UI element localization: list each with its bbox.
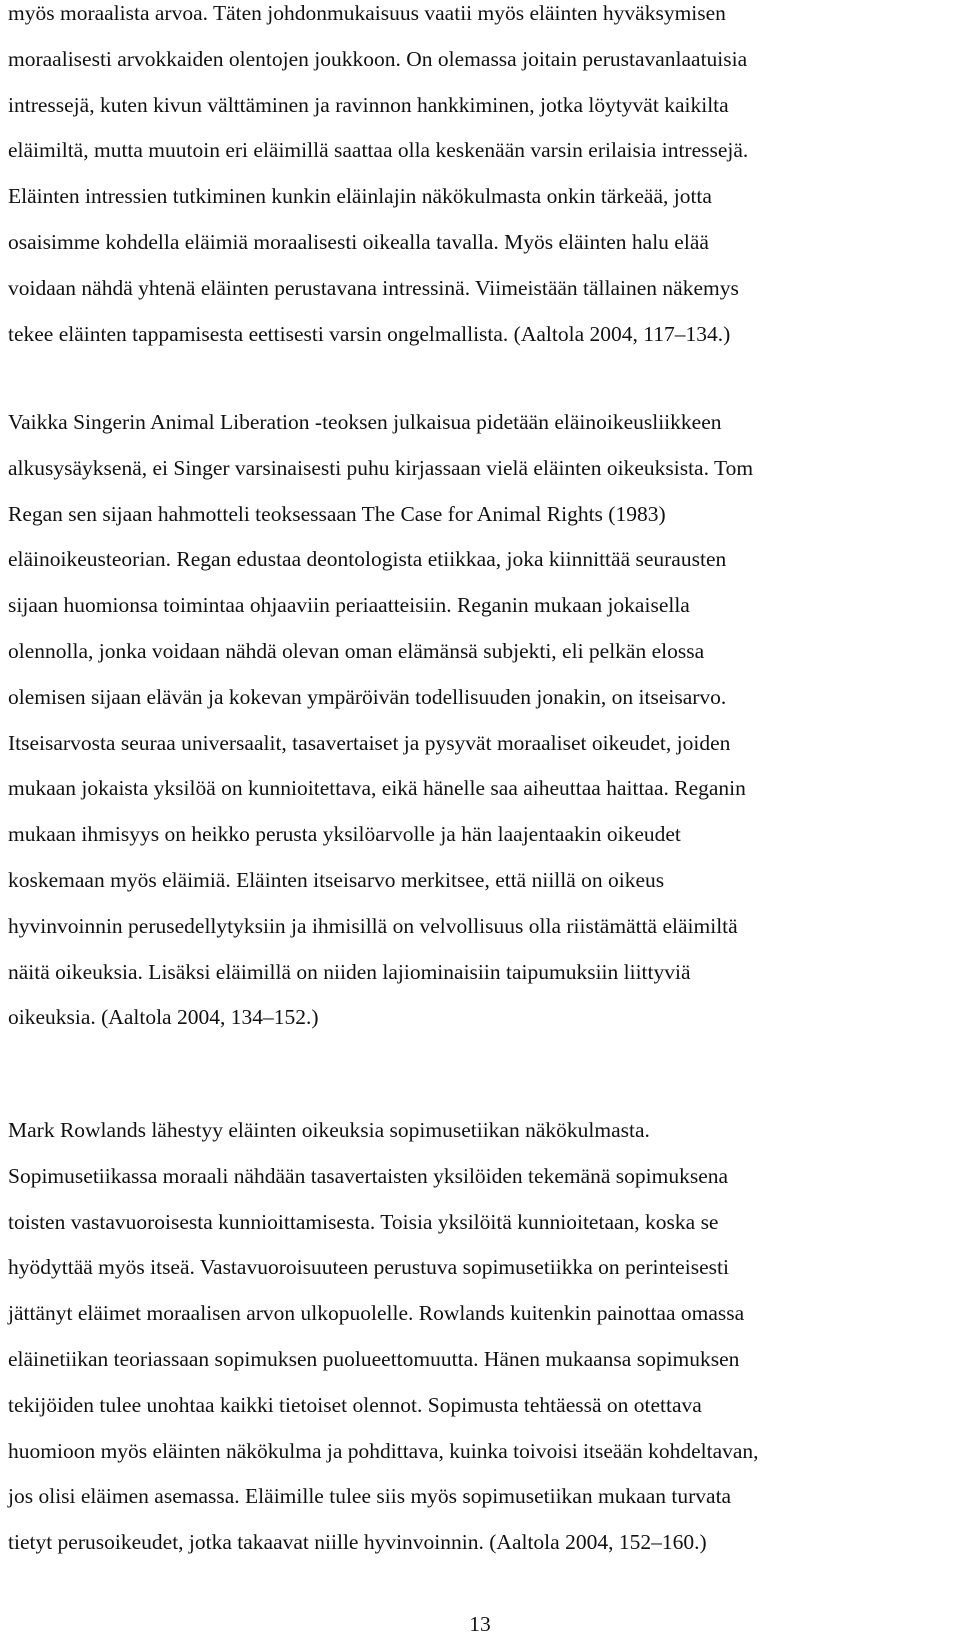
text-line: alkusysäyksenä, ei Singer varsinaisesti puhu kirjassaan vielä eläinten oikeuksista. Tom	[8, 455, 754, 480]
text-line: Itseisarvosta seuraa universaalit, tasavertaiset ja pysyvät moraaliset oikeudet, joiden	[8, 730, 731, 755]
text-line: jos olisi eläimen asemassa. Eläimille tulee siis myös sopimusetiikan mukaan turvata	[8, 1484, 732, 1509]
paragraph-animal-interests	[8, 0, 956, 357]
text-line: oikeuksia. (Aaltola 2004, 134–152.)	[8, 1005, 319, 1030]
text-line: mukaan jokaista yksilöä on kunnioitettava, eikä hänelle saa aiheuttaa haittaa. Reganin	[8, 776, 746, 801]
text-line: Regan sen sijaan hahmotteli teoksessaan The Case for Animal Rights (1983)	[8, 501, 666, 526]
text-line: näitä oikeuksia. Lisäksi eläimillä on niiden lajiominaisiin taipumuksiin liittyviä	[8, 959, 691, 984]
text-line: tekijöiden tulee unohtaa kaikki tietoiset olennot. Sopimusta tehtäessä on otettava	[8, 1392, 702, 1417]
text-line: myös moraalista arvoa. Täten johdonmukaisuus vaatii myös eläinten hyväksymisen	[8, 1, 726, 25]
text-line: eläinoikeusteorian. Regan edustaa deontologista etiikkaa, joka kiinnittää seurausten	[8, 547, 727, 572]
text-line: sijaan huomionsa toimintaa ohjaaviin periaatteisiin. Reganin mukaan jokaisella	[8, 593, 690, 618]
text-line: eläimiltä, mutta muutoin eri eläimillä saattaa olla keskenään varsin erilaisia intressejä.	[8, 138, 749, 163]
text-line: olennolla, jonka voidaan nähdä olevan oman elämänsä subjekti, eli pelkän elossa	[8, 638, 705, 663]
text-line: Eläinten intressien tutkiminen kunkin eläinlajin näkökulmasta onkin tärkeää, jotta	[8, 184, 712, 209]
text-line: moraalisesti arvokkaiden olentojen joukkoon. On olemassa joitain perustavanlaatuisia	[8, 46, 748, 71]
text-line: olemisen sijaan elävän ja kokevan ympäröivän todellisuuden jonakin, on itseisarvo.	[8, 684, 727, 709]
text-line: koskemaan myös eläimiä. Eläinten itseisarvo merkitsee, että niillä on oikeus	[8, 867, 665, 892]
text-line: hyödyttää myös itseä. Vastavuoroisuuteen perustuva sopimusetiikka on perinteisesti	[8, 1255, 729, 1280]
text-line: hyvinvoinnin perusedellytyksiin ja ihmisillä on velvollisuus olla riistämättä eläimiltä	[8, 913, 738, 938]
text-line: jättänyt eläimet moraalisen arvon ulkopuolelle. Rowlands kuitenkin painottaa omassa	[8, 1301, 745, 1326]
text-line: huomioon myös eläinten näkökulma ja pohdittava, kuinka toivoisi itseään kohdeltavan,	[8, 1438, 759, 1463]
text-line: Vaikka Singerin Animal Liberation -teoksen julkaisua pidetään eläinoikeusliikkeen	[8, 410, 722, 434]
text-line: intressejä, kuten kivun välttäminen ja ravinnon hankkiminen, jotka löytyvät kaikilta	[8, 92, 729, 117]
text-line: Sopimusetiikassa moraali nähdään tasavertaisten yksilöiden tekemänä sopimuksena	[8, 1163, 729, 1188]
page-number: 13	[469, 1612, 491, 1636]
text-line: Mark Rowlands lähestyy eläinten oikeuksia sopimusetiikan näkökulmasta.	[8, 1118, 650, 1142]
text-line: mukaan ihmisyys on heikko perusta yksilöarvolle ja hän laajentaakin oikeudet	[8, 822, 681, 847]
paragraph-regan-rights	[8, 400, 956, 1041]
text-line: tekee eläinten tappamisesta eettisesti varsin ongelmallista. (Aaltola 2004, 117–134.)	[8, 321, 731, 346]
text-line: toisten vastavuoroisesta kunnioittamisesta. Toisia yksilöitä kunnioitetaan, koska se	[8, 1209, 719, 1234]
text-line: osaisimme kohdella eläimiä moraalisesti oikealla tavalla. Myös eläinten halu elää	[8, 229, 709, 254]
text-line: tietyt perusoikeudet, jotka takaavat niille hyvinvoinnin. (Aaltola 2004, 152–160.)	[8, 1530, 707, 1555]
text-line: voidaan nähdä yhtenä eläinten perustavana intressinä. Viimeistään tällainen näkemys	[8, 275, 739, 300]
paragraph-rowlands-contract	[8, 1108, 956, 1566]
text-line: eläinetiikan teoriassaan sopimuksen puolueettomuutta. Hänen mukaansa sopimuksen	[8, 1346, 740, 1371]
